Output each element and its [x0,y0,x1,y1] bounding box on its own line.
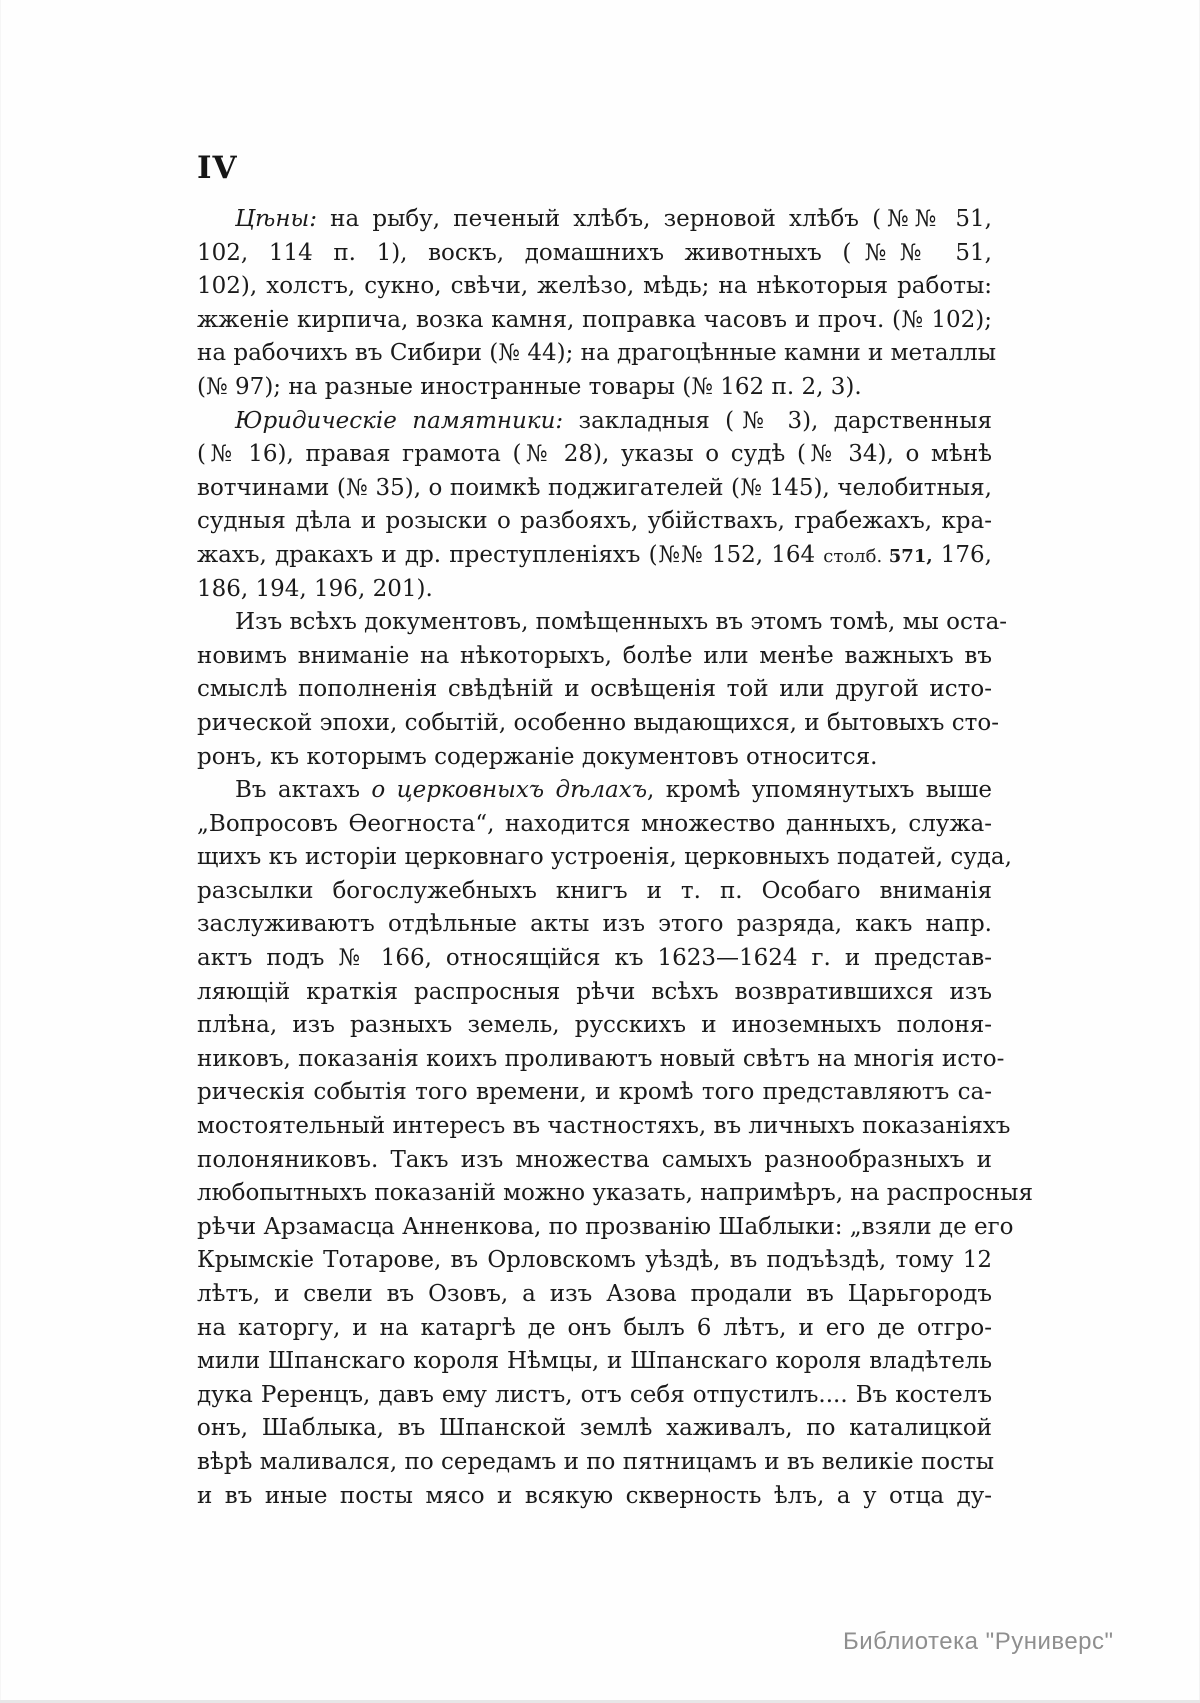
text-line [197,1110,1011,1144]
text-line [197,1480,992,1514]
text-line [197,741,992,775]
text-segment: актъ подъ № 166, относящійся къ 1623—1624 г. и представ- [197,945,992,972]
text-line [197,337,997,371]
text-line [197,774,992,808]
text-line [197,270,992,304]
text-segment: 186, 194, 196, 201). [197,575,433,602]
text-segment: вотчинами (№ 35), о поимкѣ поджигателей (№ 145), челобитныя, [197,474,992,501]
text-line [197,875,992,909]
text-segment: Юридическіе памятники: [235,407,564,434]
text-segment: столб. [823,545,883,567]
text-segment: никовъ, показанія коихъ проливаютъ новый свѣтъ на многія исто- [197,1045,1005,1072]
text-line [197,640,992,674]
text-segment: щихъ къ исторіи церковнаго устроенія, церковныхъ податей, суда, [197,844,1012,871]
text-segment: рической эпохи, событій, особенно выдающихся, и бытовыхъ сто- [197,709,999,736]
text-line [197,505,992,539]
text-block [197,203,1033,1513]
text-segment: жахъ, дракахъ и др. преступленіяхъ (№№ 152, 164 [197,541,824,568]
text-line [197,707,999,741]
text-segment: жженіе кирпича, возка камня, поправка часовъ и проч. (№ 102); [197,306,992,333]
text-line [197,1278,992,1312]
text-line [197,1211,1014,1245]
text-segment: полоняниковъ. Такъ изъ множества самыхъ разнообразныхъ и [197,1146,992,1173]
text-line [197,573,992,607]
text-segment: рѣчи Арзамасца Анненкова, по прозванію Шаблыки: „взяли де его [197,1213,1014,1240]
text-segment: дука Реренцъ, давъ ему листъ, отъ себя отпустилъ.... Въ костелъ [197,1381,992,1408]
text-line [197,1446,995,1480]
text-segment: ляющій краткія распросныя рѣчи всѣхъ возвратившихся изъ [197,978,992,1005]
text-segment: и въ иные посты мясо и всякую скверность ѣлъ, а у отца ду- [197,1482,992,1509]
text-segment: 102, 114 п. 1), воскъ, домашнихъ животныхъ (№№ 51, [197,239,992,266]
text-segment: Въ актахъ [235,777,372,804]
text-line [197,237,992,271]
library-watermark: Библиотека "Руниверс" [843,1628,1114,1655]
text-segment: судныя дѣла и розыски о разбояхъ, убійствахъ, грабежахъ, кра- [197,508,992,535]
text-segment: 176, [932,541,992,568]
text-segment: на каторгу, и на катаргѣ де онъ былъ 6 лѣтъ, и его де отгро- [197,1314,992,1341]
page-number: IV [197,150,238,186]
text-segment: 102), холстъ, сукно, свѣчи, желѣзо, мѣдь; на нѣкоторыя работы: [197,273,992,300]
text-segment: Цѣны: [235,206,317,232]
text-line [197,539,992,573]
text-line [197,606,1008,640]
text-line [197,1412,992,1446]
text-line [197,1076,992,1110]
text-line [197,808,992,842]
text-segment: рическія событія того времени, и кромѣ того представляютъ са- [197,1079,992,1106]
text-segment: (№ 16), правая грамота (№ 28), указы о судѣ (№ 34), о мѣнѣ [197,441,992,468]
text-line [197,673,992,707]
text-line [197,472,992,506]
text-line [197,1144,992,1178]
text-segment: заслуживаютъ отдѣльные акты изъ этого разряда, какъ напр. [197,911,992,938]
text-line [197,976,992,1010]
text-line [197,1244,992,1278]
text-line [197,405,992,439]
text-segment: , кромѣ упомянутыхъ выше [647,777,992,804]
paragraph [197,203,997,405]
text-segment: „Вопросовъ Ѳеогноста“, находится множество данныхъ, служа- [197,810,992,837]
paragraph [197,774,1033,1513]
text-segment: Крымскіе Тотарове, въ Орловскомъ уѣздѣ, въ подъѣздѣ, тому 12 [197,1247,992,1274]
text-segment: Изъ всѣхъ документовъ, помѣщенныхъ въ этомъ томѣ, мы оста- [235,609,1008,636]
text-segment: вѣрѣ маливался, по середамъ и по пятницамъ и въ великіе посты [197,1448,995,1475]
text-segment: лѣтъ, и свели въ Озовъ, а изъ Азова продали въ Царьгородъ [197,1281,992,1307]
text-line [197,203,992,237]
paragraph [197,606,1008,774]
text-segment: мостоятельный интересъ въ частностяхъ, въ личныхъ показаніяхъ [197,1113,1011,1140]
text-line [197,908,992,942]
text-segment: онъ, Шаблыка, въ Шпанской землѣ хаживалъ, по каталицкой [197,1415,992,1442]
text-segment: новимъ вниманіе на нѣкоторыхъ, болѣе или менѣе важныхъ въ [197,642,992,669]
text-line [197,1009,992,1043]
text-line [197,1043,1005,1077]
paragraph [197,405,992,607]
text-segment [882,546,889,567]
text-segment: смыслѣ пополненія свѣдѣній и освѣщенія той или другой исто- [197,676,992,703]
text-segment: 571, [888,545,933,567]
text-line [197,1177,1033,1211]
text-segment: разсылки богослужебныхъ книгъ и т. п. Особаго вниманія [197,877,992,904]
text-line [197,1345,992,1379]
text-line [197,371,992,405]
text-line [197,942,992,976]
text-segment: (№ 97); на разные иностранные товары (№ 162 п. 2, 3). [197,373,862,400]
text-line [197,304,992,338]
text-line [197,438,992,472]
text-segment: на рабочихъ въ Сибири (№ 44); на драгоцѣнные камни и металлы [197,340,997,367]
text-segment: на рыбу, печеный хлѣбъ, зерновой хлѣбъ (№№ 51, [316,206,992,232]
text-segment: ронъ, къ которымъ содержаніе документовъ относится. [197,743,878,770]
text-line [197,1379,992,1413]
text-segment: любопытныхъ показаній можно указать, напримѣръ, на распросныя [197,1180,1033,1207]
text-segment: закладныя (№ 3), дарственныя [563,407,992,434]
text-segment: мили Шпанскаго короля Нѣмцы, и Шпанскаго короля владѣтель [197,1348,992,1375]
text-segment: плѣна, изъ разныхъ земель, русскихъ и иноземныхъ полоня- [197,1012,992,1039]
text-segment: о церковныхъ дѣлахъ [371,777,648,804]
text-line [197,841,1012,875]
text-line [197,1312,992,1346]
